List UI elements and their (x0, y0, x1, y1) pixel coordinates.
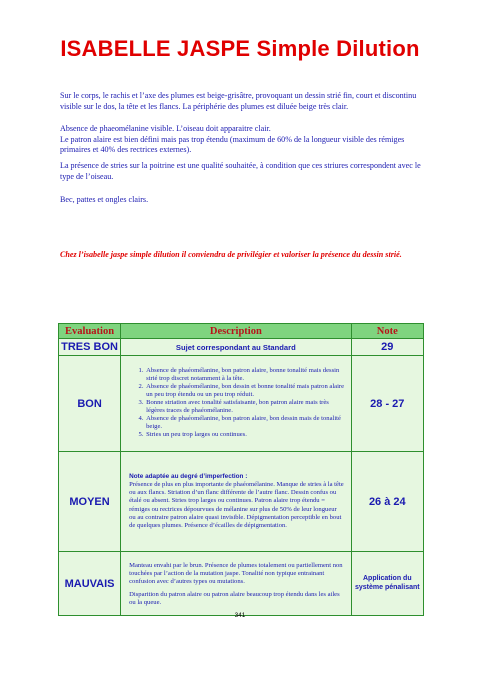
page-title: ISABELLE JASPE Simple Dilution (60, 36, 420, 61)
grade-description: Sujet correspondant au Standard (121, 339, 351, 356)
grade-label: BON (59, 356, 121, 452)
list-item: 3. Bonne striation avec tonalité satisfaisante, bon patron alaire mais très légères traces de phaéomélanine. (145, 399, 346, 415)
paragraph-body-pattern: Sur le corps, le rachis et l’axe des plumes est beige-grisâtre, provoquant un dessin strié fin, court et discontinu visible sur le dos, la tête et les flancs. La périphérie des plumes est diluée beige très clair. (60, 91, 417, 111)
paragraph-line: Absence de phaeomélanine visible. L’oiseau doit apparaitre clair. (60, 124, 271, 133)
list-item: 4. Absence de phaéomélanine, bon patron alaire, bon dessin mais de tonalité beige. (145, 415, 346, 431)
paragraph-beak-legs: Bec, pattes et ongles clairs. (60, 195, 149, 204)
table-header-row (59, 324, 424, 339)
header-note: Note (351, 324, 423, 339)
paragraph-phaeomelanin (60, 124, 430, 156)
paragraph-breast-stripes: La présence de stries sur la poitrine est une qualité souhaitée, à condition que ces striures correspondent avec le type de l’oiseau. (60, 161, 421, 181)
table-row-bon (59, 356, 424, 452)
description-lead: Note adaptée au degré d’imperfection : (129, 473, 248, 481)
table-row-mauvais (59, 552, 424, 616)
grade-description (121, 356, 351, 452)
judging-remark: Chez l’isabelle jaspe simple dilution il conviendra de privilégier et valoriser la présence du dessin strié. (60, 250, 402, 259)
fault-list (135, 367, 346, 440)
table-row-moyen (59, 452, 424, 552)
header-description: Description (121, 324, 351, 339)
paragraph-line: Le patron alaire est bien défini mais pas trop étendu (maximum de 60% de la longueur visible des rémiges primaires et 40% des rectrices externes). (60, 134, 405, 155)
page-number: 341 (234, 612, 246, 619)
description-text: Manteau envahi par le brun. Présence de plumes totalement ou partiellement non touchées par l’action de la mutation jaspe. Tonalité non typique entrainant confusion avec d’autres types ou mutations. (129, 562, 343, 586)
grade-description (121, 452, 351, 552)
grade-label: TRES BON (59, 339, 121, 356)
list-item: 5. Stries un peu trop larges ou continues. (145, 431, 346, 439)
header-evaluation: Evaluation (59, 324, 121, 339)
list-item: 1. Absence de phaéomélanine, bon patron alaire, bonne tonalité mais dessin strié trop discret notamment à la tête. (145, 367, 346, 383)
grade-label: MAUVAIS (59, 552, 121, 616)
grade-note: 26 à 24 (351, 452, 423, 552)
list-item: 2. Absence de phaéomélanine, bon dessin et bonne tonalité mais patron alaire un peu trop étendu ou un peu trop réduit. (145, 383, 346, 399)
description-text: Disparition du patron alaire ou patron alaire beaucoup trop étendu dans les ailes ou la queue. (129, 590, 340, 606)
grade-note: 29 (351, 339, 423, 356)
grade-note: Application du système pénalisant (351, 552, 423, 616)
description-text: Présence de plus en plus importante de phaéomélanine. Manque de stries à la tête ou aux flancs. Striation d’un flanc différente de l’autre flanc. Dessin confus ou étalé ou absent. Stries trop larges ou continues. Patron alaire trop étendu = rémiges ou rectrices dépourvues de mélanine sur plus de 50% de leur longueur ou au contraire patron alaire quasi invisible. Dépigmentation perceptible en bout de quelques plumes. Présence d’écailles de dépigmentation. (129, 481, 344, 529)
table-row-tres-bon (59, 339, 424, 356)
evaluation-table (58, 323, 424, 616)
grade-label: MOYEN (59, 452, 121, 552)
grade-note: 28 - 27 (351, 356, 423, 452)
grade-description (121, 552, 351, 616)
